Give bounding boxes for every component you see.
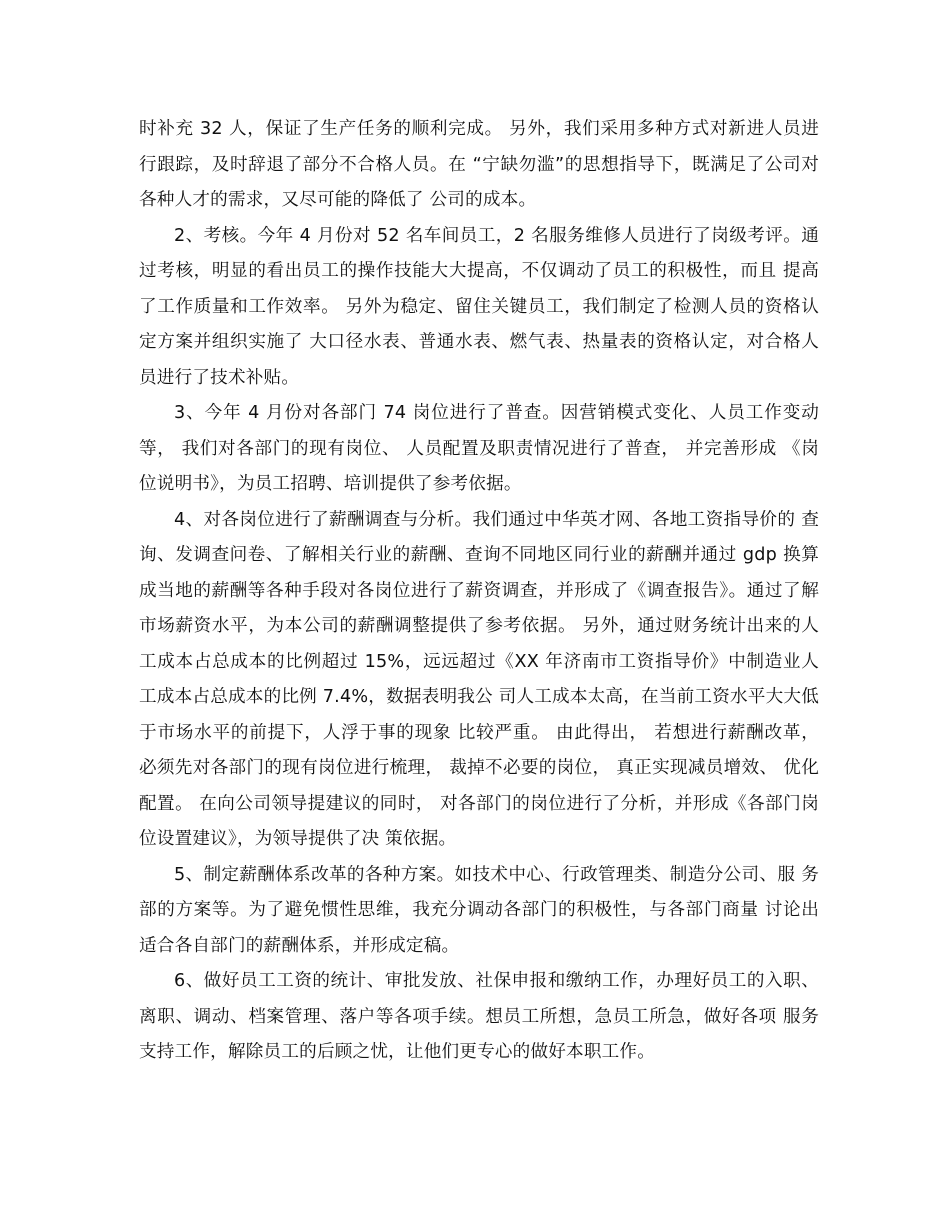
paragraph-payroll-and-procedures: 6、做好员工工资的统计、审批发放、社保申报和缴纳工作，办理好员工的入职、 离职、调动、档案管理、落户等各项手续。想员工所想，急员工所急，做好各项 服务支持工作，解除员工的后顾之忧，让他们更专心的做好本职工作。 [139, 971, 819, 1062]
paragraph-salary-reform-plan: 5、制定薪酬体系改革的各种方案。如技术中心、行政管理类、制造分公司、服 务部的方案等。为了避免惯性思维，我充分调动各部门的积极性，与各部门商量 讨论出适合各自部门的薪酬体系，并形成定稿。 [139, 864, 819, 956]
paragraph-position-survey: 3、今年 4 月份对各部门 74 岗位进行了普查。因营销模式变化、人员工作变动 等， 我们对各部门的现有岗位、 人员配置及职责情况进行了普查， 并完善形成 《岗 位说明书》，为员工招聘、培训提供了参考依据。 [139, 403, 819, 494]
document-body [139, 112, 819, 1071]
paragraph-assessment: 2、考核。今年 4 月份对 52 名车间员工，2 名服务维修人员进行了岗级考评。通 过考核，明显的看出员工的操作技能大大提高，不仅调动了员工的积极性，而且 提高了工作质量和工作效率。 另外为稳定、留住关键员工，我们制定了检测人员的资格认定方案并组织实施了 大口径水表、普通水表、燃气表、热量表的资格认定，对合格人员进行了技术补贴。 [139, 225, 819, 388]
paragraph-continuation-recruitment: 时补充 32 人，保证了生产任务的顺利完成。 另外，我们采用多种方式对新进人员进行跟踪，及时辞退了部分不合格人员。在 “宁缺勿滥”的思想指导下，既满足了公司对各种人才的需求，又尽可能的降低了 公司的成本。 [139, 119, 819, 210]
paragraph-salary-survey: 4、对各岗位进行了薪酬调查与分析。我们通过中华英才网、各地工资指导价的 查询、发调查问卷、了解相关行业的薪酬、查询不同地区同行业的薪酬并通过 gdp 换算成当地的薪酬等各种手段对各岗位进行了薪资调查，并形成了《调查报告》。通过了解市场薪资水平，为本公司的薪酬调整提供了参考依据。 另外，通过财务统计出来的人工成本占总成本的比例超过 15%，远远超过《XX 年济南市工资指导价》中制造业人工成本占总成本的比例 7.4%，数据表明我公 司人工成本太高，在当前工资水平大大低于市场水平的前提下，人浮于事的现象 比较严重。 由此得出， 若想进行薪酬改革， 必须先对各部门的现有岗位进行梳理， 裁掉不必要的岗位， 真正实现减员增效、 优化配置。 在向公司领导提建议的同时， 对各部门的岗位进行了分析，并形成《各部门岗位设置建议》，为领导提供了决 策依据。 [139, 509, 819, 849]
